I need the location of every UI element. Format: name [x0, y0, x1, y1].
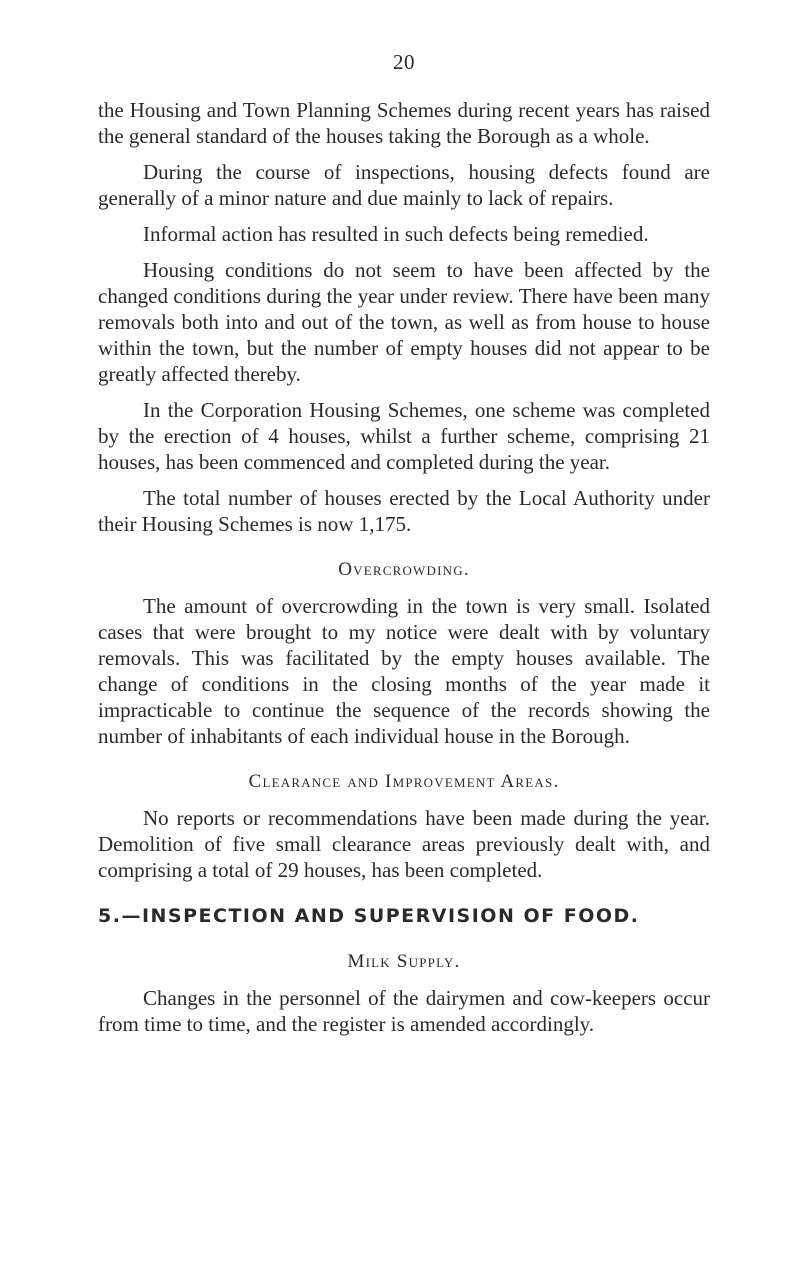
- food-section-heading: 5.—INSPECTION AND SUPERVISION OF FOOD.: [98, 905, 640, 927]
- milk-supply-paragraph: Changes in the personnel of the dairymen and cow-keepers occur from time to time, and the register is amended accordingly.: [98, 986, 710, 1036]
- page-number: 20: [393, 50, 415, 74]
- document-page: [98, 50, 710, 1047]
- clearance-heading: Clearance and Improvement Areas.: [248, 771, 560, 792]
- paragraph: Informal action has resulted in such defects being remedied.: [143, 222, 649, 246]
- clearance-paragraph: No reports or recommendations have been made during the year. Demolition of five small clearance areas previously dealt with, and comprising a total of 29 houses, has been completed.: [98, 806, 710, 882]
- paragraph: During the course of inspections, housing defects found are generally of a minor nature and due mainly to lack of repairs.: [98, 160, 710, 210]
- paragraph: The total number of houses erected by the Local Authority under their Housing Schemes is now 1,175.: [98, 486, 710, 536]
- paragraph: the Housing and Town Planning Schemes during recent years has raised the general standard of the houses taking the Borough as a whole.: [98, 98, 710, 148]
- milk-supply-heading: Milk Supply.: [347, 951, 461, 972]
- overcrowding-heading: Overcrowding.: [338, 559, 470, 580]
- overcrowding-paragraph: The amount of overcrowding in the town is very small. Isolated cases that were brought to my notice were dealt with by voluntary removals. This was facilitated by the empty houses available. The change of conditions in the closing months of the year made it impracticable to continue the sequence of the records showing the number of inhabitants of each individual house in the Borough.: [98, 594, 710, 748]
- paragraph: Housing conditions do not seem to have been affected by the changed conditions during the year under review. There have been many removals both into and out of the town, as well as from house to house within the town, but the number of empty houses did not appear to be greatly affected thereby.: [98, 258, 710, 386]
- paragraph: In the Corporation Housing Schemes, one scheme was completed by the erection of 4 houses, whilst a further scheme, comprising 21 houses, has been commenced and completed during the year.: [98, 398, 710, 474]
